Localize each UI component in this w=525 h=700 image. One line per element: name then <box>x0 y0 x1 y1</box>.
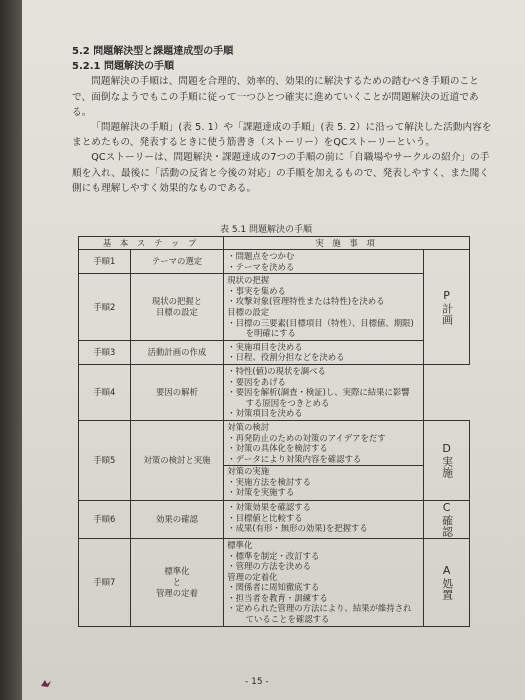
action-item: ・成果(有形・無形の効果)を把握する <box>227 523 368 534</box>
paragraph: 「問題解決の手順」(表 5. 1）や「課題達成の手順」(表 5. 2）に沿って解決した活動内容をまとめたもの、発表するときに使う筋書き（ストーリー）をQCストーリーという。 <box>72 122 492 149</box>
action-item: ・攻撃対象(管理特性または特性)を決める <box>227 296 385 307</box>
pdca-phase <box>424 250 470 365</box>
step-items <box>224 364 424 420</box>
step-items <box>224 500 424 538</box>
table-row <box>79 364 470 420</box>
action-item: ・日程、役割分担などを決める <box>227 352 345 363</box>
step-items <box>224 420 424 500</box>
step-number: 手順2 <box>79 274 131 341</box>
action-item: ・目標の三要素(目標項目（特性）、目標値、期限) <box>227 317 414 328</box>
step-number: 手順1 <box>79 250 131 274</box>
phase-letter: C <box>442 501 451 515</box>
action-item: を明確にする <box>237 328 296 339</box>
phase-label: 計画 <box>440 302 454 325</box>
action-item: 標準化 <box>227 539 253 550</box>
background-edge <box>0 0 22 700</box>
action-item: ・対策効果を確認する <box>227 501 311 512</box>
step-name: 効果の確認 <box>130 500 223 538</box>
action-item: ・実施項目を決める <box>227 341 303 352</box>
pdca-phase <box>424 538 470 626</box>
action-item: ・関係者に周知徹底する <box>227 582 320 593</box>
step-name: 活動計画の作成 <box>130 340 223 364</box>
phase-letter: A <box>442 564 451 578</box>
action-item: ・要因をあげる <box>227 376 286 387</box>
phase-label: 処置 <box>440 578 454 601</box>
action-item: 対策の実施 <box>227 466 270 477</box>
table-row <box>79 500 470 538</box>
action-item: 管理の定着化 <box>227 571 278 582</box>
step-items <box>224 340 424 364</box>
action-item: する原因をつきとめる <box>237 397 330 408</box>
action-item: ていることを確認する <box>237 614 330 625</box>
step-items <box>224 250 424 274</box>
action-item: 対策の検討 <box>227 421 270 432</box>
step-items <box>224 538 424 626</box>
action-item: ・定められた管理の方法により、結果が維持され <box>227 603 412 614</box>
table-row <box>79 538 470 626</box>
action-item: ・テーマを決める <box>227 261 295 272</box>
subsection-title: 5.2.1 問題解決の手順 <box>72 61 174 73</box>
step-name: 現状の把握と 目標の設定 <box>130 274 223 341</box>
action-item: 現状の把握 <box>227 275 270 286</box>
table-row <box>79 250 470 274</box>
phase-letter: P <box>443 288 450 302</box>
header-step: 基 本 ス テ ッ プ <box>79 237 224 250</box>
body-text <box>72 44 492 196</box>
action-item: ・標準を制定・改訂する <box>227 550 320 561</box>
table-caption: 表 5.1 問題解決の手順 <box>220 225 313 235</box>
action-item: ・要因を解析(調査・検証)し、実際に結果に影響 <box>227 387 410 398</box>
page-number: - 15 - <box>245 677 269 687</box>
phase-label: 実施 <box>440 456 454 479</box>
action-item: ・対策の具体化を検討する <box>227 443 328 454</box>
header-items: 実 施 事 項 <box>224 237 470 250</box>
action-item: ・データにより対策内容を確認する <box>227 453 362 464</box>
step-number: 手順7 <box>79 538 131 626</box>
step-number: 手順6 <box>79 500 131 538</box>
action-item: 目標の設定 <box>227 306 270 317</box>
action-item: ・対策項目を決める <box>227 408 303 419</box>
step-name: 対策の検討と実施 <box>130 420 223 500</box>
pdca-phase <box>424 420 470 500</box>
ink-mark <box>40 678 52 688</box>
table-row <box>79 420 470 500</box>
phase-label: 確認 <box>440 515 454 538</box>
sub-divider <box>224 465 423 498</box>
step-name: 標準化 と 管理の定着 <box>130 538 223 626</box>
pdca-phase <box>424 500 470 538</box>
action-item: ・実施方法を検討する <box>227 476 311 487</box>
step-number: 手順4 <box>79 364 131 420</box>
paragraph: QCストーリーは、問題解決・課題達成の7つの手順の前に「自職場やサークルの紹介」の手順を入れ、最後に「活動の反省と今後の対応」の手順を加えるもので、発表しやすく、また聞く側にも理解しやすく効果的なものである。 <box>72 152 490 194</box>
table-row <box>79 274 470 341</box>
action-item: ・再発防止のための対策のアイデアをだす <box>227 432 386 443</box>
step-items <box>224 274 424 341</box>
action-item: ・事実を集める <box>227 285 286 296</box>
action-item: ・問題点をつかむ <box>227 251 295 261</box>
step-number: 手順5 <box>79 420 131 500</box>
step-name: 要因の解析 <box>130 364 223 420</box>
steps-table <box>78 236 470 627</box>
action-item: ・目標値と比較する <box>227 512 303 523</box>
action-item: ・管理の方法を決める <box>227 561 311 572</box>
section-title: 5.2 問題解決型と課題達成型の手順 <box>72 46 234 57</box>
table-row <box>79 340 470 364</box>
phase-letter: D <box>442 442 451 456</box>
action-item: ・特性(値)の現状を調べる <box>227 365 326 376</box>
action-item: ・担当者を教育・訓練する <box>227 592 328 603</box>
step-name: テーマの選定 <box>130 250 223 274</box>
step-number: 手順3 <box>79 340 131 364</box>
action-item: ・対策を実施する <box>227 487 295 498</box>
paragraph: 問題解決の手順は、問題を合理的、効率的、効果的に解決するための踏むべき手順のことで、面倒なようでもこの手順に従って一つひとつ確実に進めていくことが問題解決の近道である。 <box>72 76 479 118</box>
